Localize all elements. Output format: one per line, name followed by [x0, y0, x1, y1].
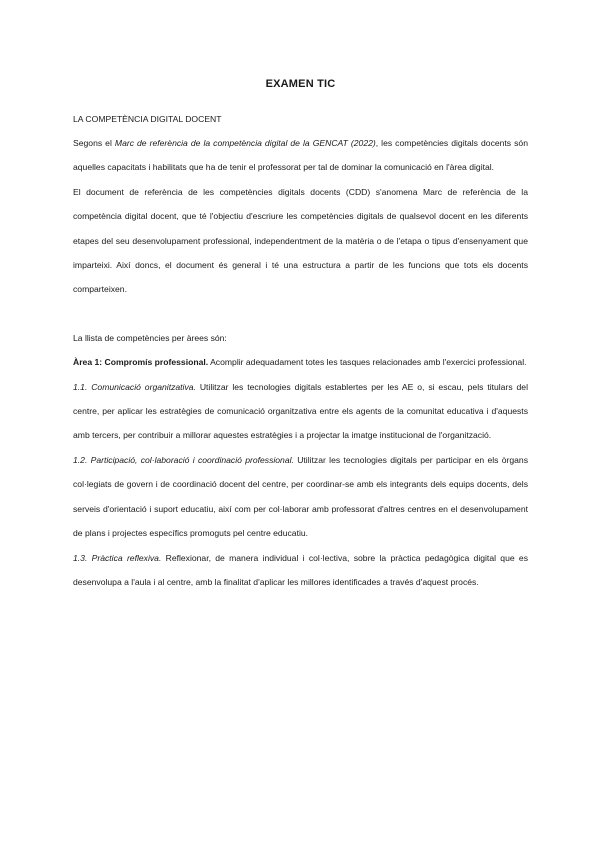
area-1-paragraph: [73, 350, 528, 374]
item-1-3-label: 1.3. Pràctica reflexiva.: [73, 552, 162, 563]
area-1-text: Acomplir adequadament totes les tasques relacionades amb l'exercici professional.: [208, 357, 527, 368]
item-1-1-paragraph: [73, 375, 528, 448]
item-1-3-text: Reflexionar, de manera individual i col·lectiva, sobre la pràctica pedagògica digital que es desenvolupa a l'aula i al centre, amb la finalitat d'aplicar les millores identificades a través d'aquest procés.: [73, 552, 528, 587]
item-1-1-label: 1.1. Comunicació organitzativa.: [73, 381, 196, 392]
document-title: EXAMEN TIC: [265, 78, 336, 90]
cdd-paragraph: El document de referència de les competències digitals docents (CDD) s'anomena Marc de referència de la competència digital docent, que té l'objectiu d'escriure les competències digitals de qualsevol docent en les diferents etapes del seu desenvolupament professional, independentment de la matèria o de l'etapa o tipus d'ensenyament que imparteixi. Així doncs, el document és general i té una estructura a partir de les funcions que tots els docents comparteixen.: [73, 186, 528, 295]
item-1-2-paragraph: [73, 448, 528, 546]
intro-paragraph: [73, 131, 528, 180]
item-1-3-paragraph: [73, 546, 528, 595]
list-intro: La llista de competències per àrees són:: [73, 332, 227, 343]
area-1-label: Àrea 1: Compromís professional.: [73, 357, 209, 368]
item-1-1-text: Utilitzar les tecnologies digitals establertes per les AE o, si escau, pels titulars del centre, per aplicar les estratègies de comunicació organitzativa entre els agents de la comunitat educativa i d'aquests amb tercers, per contribuir a millorar aquestes estratègies i a projectar la imatge institucional de l'organització.: [73, 381, 528, 441]
paragraph-gap: [73, 302, 528, 326]
document-content: [73, 75, 528, 594]
intro-rest: , les competències digitals docents són aquelles capacitats i habilitats que ha de tenir el professorat per tal de dominar la comunicació en l'àrea digital.: [73, 138, 528, 173]
item-1-2-text: Utilitzar les tecnologies digitals per participar en els òrgans col·legiats de govern i de coordinació docent del centre, per coordinar-se amb els integrants dels equips docents, dels serveis d'orientació i suport educatiu, així com per col·laborar amb professorat d'altres centres en el desenvolupament de plans i projectes específics promoguts pel centre educatiu.: [73, 454, 529, 539]
intro-lead: Segons el: [73, 138, 115, 148]
intro-reference: Marc de referència de la competència digital de la GENCAT (2022): [114, 138, 376, 148]
section-heading: LA COMPETÈNCIA DIGITAL DOCENT: [73, 114, 222, 124]
item-1-2-label: 1.2. Participació, col·laboració i coordinació professional.: [73, 454, 294, 465]
